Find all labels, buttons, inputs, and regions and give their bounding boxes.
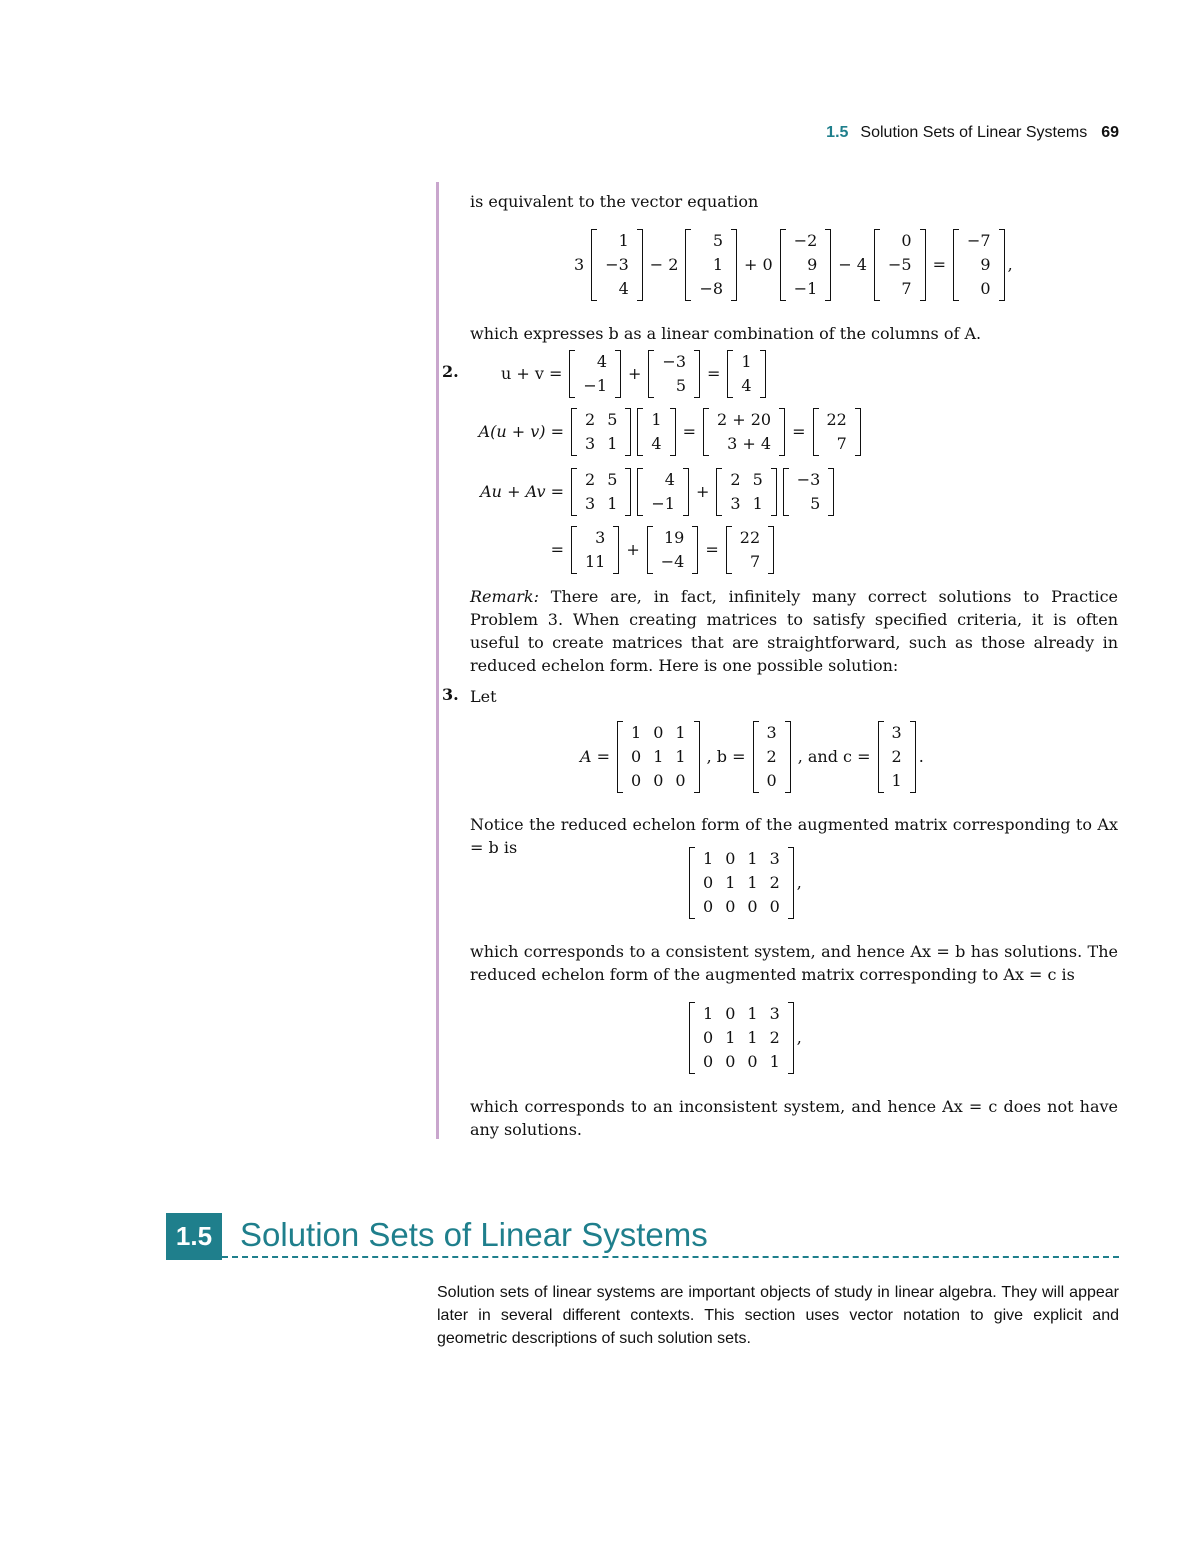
item-2-line-1 xyxy=(497,350,769,398)
page-number: 69 xyxy=(1101,124,1119,141)
item-2-number: 2. xyxy=(442,362,459,381)
cell: 0 xyxy=(747,1052,758,1071)
vector-sum xyxy=(727,350,765,398)
b-label: , b = xyxy=(706,747,746,766)
section-intro: Solution sets of linear systems are important objects of study in linear algebra. They will appear later in several different contexts. This section uses vector notation to give explicit and geometric descriptions of such solution sets. xyxy=(437,1284,1119,1347)
remark-label: Remark: xyxy=(470,587,539,606)
cell: 4 xyxy=(651,434,662,453)
cell: 0 xyxy=(769,897,780,916)
cell: −3 xyxy=(796,470,821,489)
cell: 7 xyxy=(836,434,847,453)
vector-5 xyxy=(953,229,1005,301)
cell: 1 xyxy=(891,771,902,790)
cell: 1 xyxy=(725,1028,736,1047)
remark-paragraph xyxy=(470,585,1118,677)
cell: 0 xyxy=(766,771,777,790)
vector-2 xyxy=(685,229,737,301)
vector-1 xyxy=(591,229,643,301)
aug1-tail: , xyxy=(796,873,802,892)
cell: 3 xyxy=(769,849,780,868)
cell: 4 xyxy=(596,352,608,371)
matrix-a-1 xyxy=(571,408,631,456)
vector-u-2 xyxy=(637,468,689,516)
section-rule xyxy=(222,1256,1119,1258)
vector-equation xyxy=(570,229,1013,301)
cell: −1 xyxy=(583,376,608,395)
lhs-4: = xyxy=(550,540,564,559)
coef-1: 3 xyxy=(574,255,585,274)
cell: 0 xyxy=(725,897,736,916)
vector-expanded xyxy=(703,408,785,456)
eq-tail: , xyxy=(1007,255,1013,274)
cell: 2 xyxy=(769,873,780,892)
item-2-line-4 xyxy=(470,526,777,574)
vector-4 xyxy=(874,229,926,301)
cell: 1 xyxy=(651,410,662,429)
cell: 1 xyxy=(653,747,664,766)
vector-result xyxy=(813,408,861,456)
matrix-a xyxy=(617,721,700,793)
vector-u-plus-v xyxy=(637,408,675,456)
cell: 3 xyxy=(769,1004,780,1023)
cell: 22 xyxy=(739,528,761,547)
equals: = xyxy=(932,255,946,274)
cell: 5 xyxy=(712,231,724,250)
cell: −2 xyxy=(793,231,818,250)
cell: 9 xyxy=(980,255,991,274)
cell: 2 xyxy=(766,747,777,766)
augmented-matrix-c xyxy=(686,1002,802,1074)
solutions-margin-bar xyxy=(436,182,439,1139)
equals: = xyxy=(682,422,696,441)
cell: 7 xyxy=(749,552,761,571)
cell: 1 xyxy=(703,1004,714,1023)
cell: 2 xyxy=(585,410,596,429)
cell: −1 xyxy=(793,279,818,298)
cell: −5 xyxy=(887,255,912,274)
vector-av xyxy=(647,526,699,574)
cell: 9 xyxy=(807,255,818,274)
cell: 0 xyxy=(653,771,664,790)
op-3: + 0 xyxy=(744,255,773,274)
cell: −1 xyxy=(651,494,675,513)
cell: 5 xyxy=(675,376,687,395)
vector-v-2 xyxy=(783,468,835,516)
cell: 0 xyxy=(703,897,714,916)
equals: = xyxy=(707,364,721,383)
running-head xyxy=(826,124,1119,142)
plus: + xyxy=(626,540,640,559)
cell: 2 + 20 xyxy=(716,410,772,429)
augmented-matrix-b xyxy=(686,847,802,919)
cell: 3 xyxy=(730,494,741,513)
cell: 3 xyxy=(595,528,606,547)
cell: 3 xyxy=(585,434,596,453)
lhs-2: A(u + v) = xyxy=(478,422,564,441)
item-2-line-2 xyxy=(470,408,864,456)
item-3-number: 3. xyxy=(442,685,459,704)
cell: 1 xyxy=(725,873,736,892)
augmented-matrix-1 xyxy=(689,847,794,919)
cell: 19 xyxy=(664,528,685,547)
cell: 0 xyxy=(747,897,758,916)
notice-paragraph: Notice the reduced echelon form of the augmented matrix corresponding to Ax = b is xyxy=(470,815,1118,857)
cell: 4 xyxy=(618,279,629,298)
cell: 5 xyxy=(607,470,618,489)
op-2: − 2 xyxy=(649,255,679,274)
matrix-a-3 xyxy=(716,468,776,516)
cell: 3 + 4 xyxy=(727,434,772,453)
cell: 4 xyxy=(664,470,675,489)
cell: 3 xyxy=(766,723,777,742)
lhs-3: Au + Av = xyxy=(480,482,564,501)
running-head-title: Solution Sets of Linear Systems xyxy=(860,124,1088,141)
cell: 0 xyxy=(725,1052,736,1071)
cell: 0 xyxy=(703,1052,714,1071)
cell: 1 xyxy=(741,352,752,371)
definitions-tail: . xyxy=(918,747,924,766)
cell: 0 xyxy=(703,873,714,892)
vector-3 xyxy=(780,229,832,301)
cell: 1 xyxy=(675,747,686,766)
cell: 0 xyxy=(675,771,686,790)
vector-u xyxy=(569,350,621,398)
cell: 1 xyxy=(618,231,629,250)
cell: 1 xyxy=(747,1004,758,1023)
expresses-line: which expresses b as a linear combination of the columns of A. xyxy=(470,324,982,343)
cell: 0 xyxy=(725,849,736,868)
cell: 1 xyxy=(712,255,724,274)
remark-text: There are, in fact, infinitely many correct solutions to Practice Problem 3. When creating matrices to satisfy specified criteria, it is often useful to create matrices that are straightforward, such as those already in reduced echelon form. Here is one possible solution: xyxy=(470,587,1118,675)
item-2-line-3 xyxy=(470,468,837,516)
plus: + xyxy=(628,364,642,383)
cell: 7 xyxy=(901,279,912,298)
cell: 0 xyxy=(653,723,664,742)
matrix-a-2 xyxy=(571,468,631,516)
intro-line: is equivalent to the vector equation xyxy=(470,192,759,211)
cell: 0 xyxy=(980,279,991,298)
let-label: Let xyxy=(470,687,497,706)
cell: 2 xyxy=(769,1028,780,1047)
a-label: A = xyxy=(580,747,611,766)
vector-au xyxy=(571,526,619,574)
aug2-tail: , xyxy=(796,1028,802,1047)
cell: 1 xyxy=(752,494,763,513)
augmented-matrix-2 xyxy=(689,1002,794,1074)
cell: 4 xyxy=(741,376,752,395)
plus: + xyxy=(695,482,710,501)
cell: 5 xyxy=(810,494,821,513)
vector-total xyxy=(726,526,774,574)
running-head-section: 1.5 xyxy=(826,124,849,141)
cell: 0 xyxy=(901,231,912,250)
item-3-definitions xyxy=(576,721,924,793)
cell: 1 xyxy=(631,723,642,742)
equals: = xyxy=(705,540,719,559)
cell: 22 xyxy=(826,410,847,429)
vector-c xyxy=(878,721,916,793)
cell: 1 xyxy=(607,434,618,453)
cell: 2 xyxy=(585,470,596,489)
cell: 0 xyxy=(631,771,642,790)
cell: 1 xyxy=(703,849,714,868)
cell: 2 xyxy=(730,470,741,489)
cell: 0 xyxy=(631,747,642,766)
vector-b xyxy=(753,721,791,793)
cell: 1 xyxy=(747,849,758,868)
cell: 0 xyxy=(703,1028,714,1047)
consistent-paragraph: which corresponds to a consistent system, and hence Ax = b has solutions. The reduced echelon form of the augmented matrix corresponding to Ax = c is xyxy=(470,942,1118,984)
cell: 0 xyxy=(725,1004,736,1023)
cell: 1 xyxy=(747,1028,758,1047)
equals: = xyxy=(792,422,806,441)
op-4: − 4 xyxy=(838,255,867,274)
cell: −4 xyxy=(660,552,685,571)
cell: 2 xyxy=(891,747,902,766)
cell: −7 xyxy=(966,231,991,250)
cell: 11 xyxy=(585,552,606,571)
cell: 1 xyxy=(769,1052,780,1071)
cell: 1 xyxy=(675,723,686,742)
section-number-badge: 1.5 xyxy=(166,1213,222,1260)
cell: −8 xyxy=(699,279,724,298)
cell: 1 xyxy=(747,873,758,892)
inconsistent-paragraph: which corresponds to an inconsistent system, and hence Ax = c does not have any solutions. xyxy=(470,1097,1118,1139)
cell: −3 xyxy=(662,352,687,371)
section-title: Solution Sets of Linear Systems xyxy=(240,1216,708,1253)
cell: 5 xyxy=(607,410,618,429)
cell: 3 xyxy=(585,494,596,513)
c-label: , and c = xyxy=(797,747,871,766)
cell: 3 xyxy=(891,723,902,742)
cell: 5 xyxy=(752,470,763,489)
cell: 1 xyxy=(607,494,618,513)
cell: −3 xyxy=(605,255,629,274)
vector-v xyxy=(648,350,700,398)
lhs-1: u + v = xyxy=(501,364,563,383)
